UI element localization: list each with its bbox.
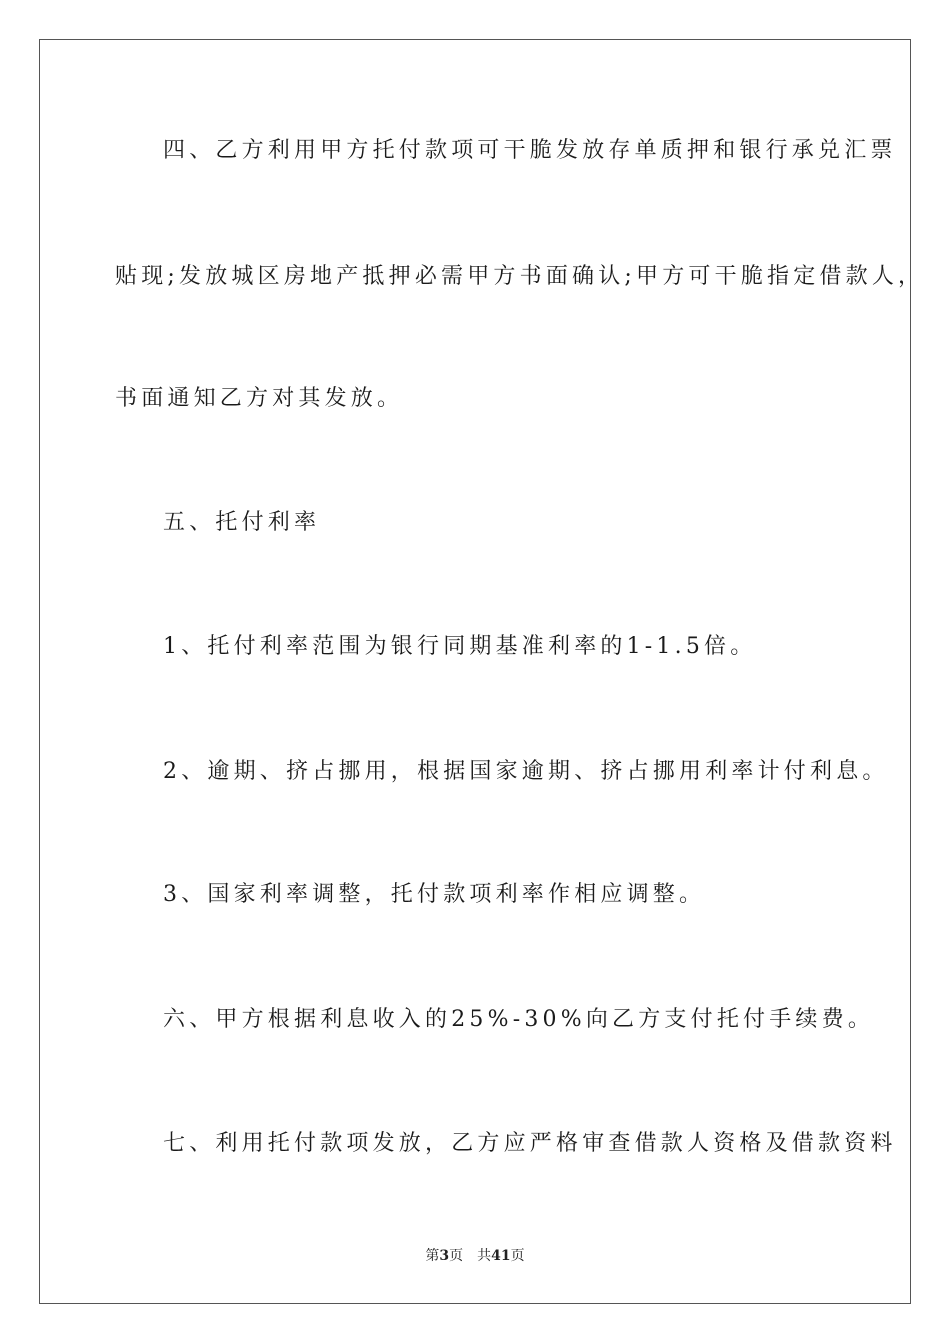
paragraph-line-2: 贴现;发放城区房地产抵押必需甲方书面确认;甲方可干脆指定借款人， — [115, 264, 925, 289]
page-frame — [39, 39, 925, 1304]
page-suffix: 页 — [449, 1248, 464, 1264]
clause-item-1: 1、托付利率范围为银行同期基准利率的1-1.5倍。 — [163, 634, 757, 659]
page-prefix: 第 — [425, 1248, 440, 1264]
section-seven: 七、利用托付款项发放，乙方应严格审查借款人资格及借款资料 — [163, 1131, 897, 1156]
paragraph-line-3: 书面通知乙方对其发放。 — [115, 386, 404, 411]
current-page-number: 3 — [439, 1248, 450, 1264]
clause-item-2: 2、逾期、挤占挪用，根据国家逾期、挤占挪用利率计付利息。 — [163, 759, 889, 784]
page-footer — [0, 1246, 950, 1266]
section-six: 六、甲方根据利息收入的25%-30%向乙方支付托付手续费。 — [163, 1007, 875, 1032]
section-heading-five: 五、托付利率 — [163, 510, 321, 535]
paragraph-line-1: 四、乙方利用甲方托付款项可干脆发放存单质押和银行承兑汇票 — [163, 138, 897, 163]
clause-item-3: 3、国家利率调整，托付款项利率作相应调整。 — [163, 882, 706, 907]
total-prefix: 共 — [477, 1248, 492, 1264]
total-suffix: 页 — [510, 1248, 525, 1264]
total-pages-number: 41 — [491, 1248, 511, 1264]
